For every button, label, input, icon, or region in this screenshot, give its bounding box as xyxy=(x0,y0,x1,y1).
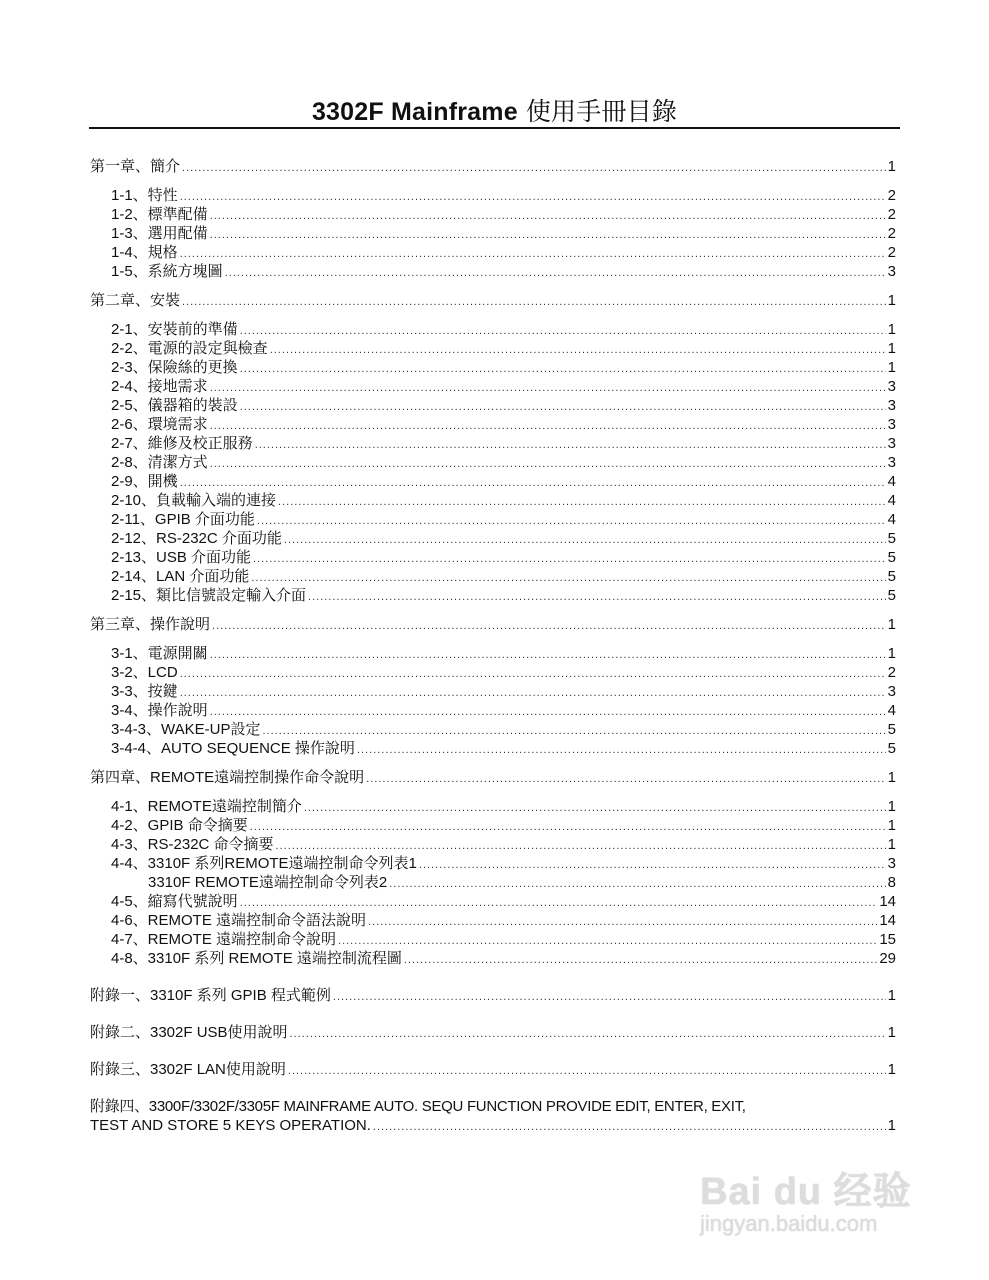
leader-dots xyxy=(288,1062,886,1081)
toc-item[interactable] xyxy=(90,548,896,567)
toc-label: 2-8、清潔方式 xyxy=(111,454,208,471)
leader-dots xyxy=(338,932,877,951)
toc-item[interactable] xyxy=(90,663,896,682)
toc-item[interactable] xyxy=(90,205,896,224)
document-title xyxy=(0,92,989,128)
toc-label: 3-1、電源開關 xyxy=(111,645,208,662)
title-subtitle: 使用手冊目錄 xyxy=(525,97,678,126)
toc-appendix-3[interactable] xyxy=(90,1060,896,1079)
toc-label: 3-3、按鍵 xyxy=(111,683,178,700)
toc-page: 4 xyxy=(887,473,896,490)
toc-page: 3 xyxy=(887,454,896,471)
toc-item[interactable] xyxy=(90,320,896,339)
toc-page: 29 xyxy=(879,950,896,967)
leader-dots xyxy=(180,245,886,264)
toc-label: 2-4、接地需求 xyxy=(111,378,208,395)
toc-item[interactable] xyxy=(90,930,896,949)
toc-appendix-2[interactable] xyxy=(90,1023,896,1042)
toc-appendix-4[interactable] xyxy=(90,1097,896,1135)
leader-dots xyxy=(180,474,886,493)
toc-item[interactable] xyxy=(90,243,896,262)
leader-dots xyxy=(182,159,886,178)
toc-item[interactable] xyxy=(90,415,896,434)
toc-page: 3 xyxy=(887,397,896,414)
toc-page: 2 xyxy=(887,187,896,204)
leader-dots xyxy=(389,875,885,894)
leader-dots xyxy=(210,646,886,665)
toc-label: 4-4、3310F 系列REMOTE遠端控制命令列表1 xyxy=(111,855,417,872)
toc-page: 1 xyxy=(887,645,896,662)
toc-page: 14 xyxy=(879,912,896,929)
leader-dots xyxy=(255,436,886,455)
toc-label: 4-6、REMOTE 遠端控制命令語法說明 xyxy=(111,912,367,929)
leader-dots xyxy=(210,226,886,245)
leader-dots xyxy=(262,722,885,741)
toc-label: 3-4、操作說明 xyxy=(111,702,208,719)
toc-page: 1 xyxy=(887,1024,896,1041)
toc-page: 3 xyxy=(887,263,896,280)
toc-label: 2-2、電源的設定與檢查 xyxy=(111,340,268,357)
table-of-contents xyxy=(90,157,896,1135)
toc-page: 1 xyxy=(887,1061,896,1078)
leader-dots xyxy=(366,770,885,789)
toc-page: 1 xyxy=(887,340,896,357)
leader-dots xyxy=(240,398,886,417)
toc-page: 1 xyxy=(887,1117,896,1134)
toc-page: 2 xyxy=(887,244,896,261)
toc-page: 1 xyxy=(887,769,896,786)
toc-label: 3-2、LCD xyxy=(111,664,178,681)
leader-dots xyxy=(180,684,886,703)
leader-dots xyxy=(278,493,886,512)
toc-item[interactable] xyxy=(90,586,896,605)
toc-label: 2-1、安裝前的準備 xyxy=(111,321,238,338)
toc-page: 4 xyxy=(887,511,896,528)
toc-label: 1-3、選用配備 xyxy=(111,225,208,242)
leader-dots xyxy=(290,1025,886,1044)
leader-dots xyxy=(210,207,886,226)
toc-label: 4-1、REMOTE遠端控制簡介 xyxy=(111,798,302,815)
leader-dots xyxy=(304,799,886,818)
toc-chapter-1[interactable] xyxy=(90,157,896,176)
leader-dots xyxy=(368,913,877,932)
toc-page: 3 xyxy=(887,416,896,433)
leader-dots xyxy=(250,818,886,837)
leader-dots xyxy=(225,264,886,283)
leader-dots xyxy=(333,988,886,1007)
leader-dots xyxy=(210,703,886,722)
toc-item[interactable] xyxy=(90,873,896,892)
toc-label: 附錄二、3302F USB使用說明 xyxy=(90,1024,288,1041)
toc-label: 第四章、REMOTE遠端控制操作命令說明 xyxy=(90,769,365,786)
toc-label: 4-2、GPIB 命令摘要 xyxy=(111,817,248,834)
toc-label: 3-4-4、AUTO SEQUENCE 操作說明 xyxy=(111,740,355,757)
toc-label: 附錄三、3302F LAN使用說明 xyxy=(90,1061,286,1078)
leader-dots xyxy=(404,951,877,970)
toc-label: 2-5、儀器箱的裝設 xyxy=(111,397,238,414)
toc-label: 2-15、類比信號設定輸入介面 xyxy=(111,587,307,604)
toc-item[interactable] xyxy=(90,816,896,835)
toc-label: 3-4-3、WAKE-UP設定 xyxy=(111,721,261,738)
toc-label: 4-8、3310F 系列 REMOTE 遠端控制流程圖 xyxy=(111,950,402,967)
baidu-jingyan-watermark xyxy=(700,1160,912,1237)
toc-page: 2 xyxy=(887,664,896,681)
toc-label: 2-7、維修及校正服務 xyxy=(111,435,253,452)
toc-page: 15 xyxy=(879,931,896,948)
toc-page: 1 xyxy=(887,798,896,815)
leader-dots xyxy=(240,360,886,379)
toc-item[interactable] xyxy=(90,434,896,453)
toc-item[interactable] xyxy=(90,529,896,548)
toc-item[interactable] xyxy=(90,453,896,472)
leader-dots xyxy=(270,341,886,360)
toc-page: 3 xyxy=(887,855,896,872)
toc-item[interactable] xyxy=(90,377,896,396)
toc-label: TEST AND STORE 5 KEYS OPERATION. xyxy=(90,1117,371,1134)
toc-item[interactable] xyxy=(90,701,896,720)
leader-dots xyxy=(180,188,886,207)
toc-label: 4-7、REMOTE 遠端控制命令說明 xyxy=(111,931,337,948)
toc-item[interactable] xyxy=(90,358,896,377)
toc-item[interactable] xyxy=(90,682,896,701)
leader-dots xyxy=(210,417,886,436)
toc-page: 5 xyxy=(887,740,896,757)
toc-label: 第二章、安裝 xyxy=(90,292,181,309)
toc-label: 第一章、簡介 xyxy=(90,158,181,175)
toc-label: 2-14、LAN 介面功能 xyxy=(111,568,250,585)
toc-page: 5 xyxy=(887,721,896,738)
toc-chapter-2[interactable] xyxy=(90,291,896,310)
toc-chapter-3[interactable] xyxy=(90,615,896,634)
leader-dots xyxy=(182,293,886,312)
leader-dots xyxy=(257,512,886,531)
toc-item[interactable] xyxy=(90,644,896,663)
leader-dots xyxy=(308,588,886,607)
leader-dots xyxy=(284,531,886,550)
toc-item[interactable] xyxy=(90,224,896,243)
toc-page: 5 xyxy=(887,587,896,604)
toc-page: 1 xyxy=(887,616,896,633)
toc-page: 3 xyxy=(887,435,896,452)
watermark-logo: Bai du 经验 xyxy=(700,1171,912,1213)
toc-label: 1-1、特性 xyxy=(111,187,178,204)
toc-label: 2-12、RS-232C 介面功能 xyxy=(111,530,282,547)
toc-label: 1-2、標準配備 xyxy=(111,206,208,223)
toc-page: 3 xyxy=(887,683,896,700)
toc-item[interactable] xyxy=(90,911,896,930)
toc-label: 2-13、USB 介面功能 xyxy=(111,549,252,566)
toc-page: 14 xyxy=(879,893,896,910)
toc-page: 2 xyxy=(887,206,896,223)
toc-appendix-1[interactable] xyxy=(90,986,896,1005)
leader-dots xyxy=(419,856,886,875)
toc-page: 5 xyxy=(887,549,896,566)
toc-item[interactable] xyxy=(90,797,896,816)
leader-dots xyxy=(357,741,886,760)
toc-page: 8 xyxy=(887,874,896,891)
toc-label: 第三章、操作說明 xyxy=(90,616,211,633)
toc-label: 2-10、負載輸入端的連接 xyxy=(111,492,277,509)
toc-page: 1 xyxy=(887,817,896,834)
leader-dots xyxy=(373,1118,886,1137)
toc-label: 1-4、規格 xyxy=(111,244,178,261)
toc-page: 1 xyxy=(887,836,896,853)
toc-item[interactable] xyxy=(90,949,896,968)
leader-dots xyxy=(180,665,886,684)
toc-page: 2 xyxy=(887,225,896,242)
toc-page: 1 xyxy=(887,359,896,376)
toc-page: 4 xyxy=(887,492,896,509)
toc-item[interactable] xyxy=(90,491,896,510)
toc-item[interactable] xyxy=(90,262,896,281)
toc-item[interactable] xyxy=(90,854,896,873)
leader-dots xyxy=(210,379,886,398)
toc-item[interactable] xyxy=(90,567,896,586)
toc-chapter-4[interactable] xyxy=(90,768,896,787)
toc-label: 2-9、開機 xyxy=(111,473,178,490)
leader-dots xyxy=(210,455,886,474)
toc-page: 4 xyxy=(887,702,896,719)
leader-dots xyxy=(212,617,886,636)
toc-page: 5 xyxy=(887,568,896,585)
toc-label: 2-11、GPIB 介面功能 xyxy=(111,511,255,528)
toc-item[interactable] xyxy=(90,720,896,739)
leader-dots xyxy=(251,569,885,588)
toc-page: 1 xyxy=(887,292,896,309)
toc-page: 5 xyxy=(887,530,896,547)
toc-item[interactable] xyxy=(90,835,896,854)
toc-page: 1 xyxy=(887,987,896,1004)
toc-label-continued xyxy=(90,1116,896,1135)
leader-dots xyxy=(240,322,886,341)
toc-label: 附錄四、3300F/3302F/3305F MAINFRAME AUTO. SEQU FUNCTION PROVIDE EDIT, ENTER, EXIT, xyxy=(90,1098,746,1115)
toc-label: 附錄一、3310F 系列 GPIB 程式範例 xyxy=(90,987,331,1004)
toc-page: 1 xyxy=(887,158,896,175)
toc-label: 4-5、縮寫代號說明 xyxy=(111,893,238,910)
toc-item[interactable] xyxy=(90,396,896,415)
toc-item[interactable] xyxy=(90,472,896,491)
toc-item[interactable] xyxy=(90,739,896,758)
toc-label: 1-5、系統方塊圖 xyxy=(111,263,223,280)
toc-label: 4-3、RS-232C 命令摘要 xyxy=(111,836,274,853)
toc-label: 2-3、保險絲的更換 xyxy=(111,359,238,376)
title-underline xyxy=(89,127,900,129)
toc-item[interactable] xyxy=(90,892,896,911)
toc-item[interactable] xyxy=(90,186,896,205)
title-model: 3302F Mainframe xyxy=(311,98,518,126)
toc-page: 3 xyxy=(887,378,896,395)
toc-label: 3310F REMOTE遠端控制命令列表2 xyxy=(148,874,388,891)
watermark-site: jingyan.baidu.com xyxy=(700,1211,878,1236)
toc-item[interactable] xyxy=(90,339,896,358)
toc-item[interactable] xyxy=(90,510,896,529)
toc-page: 1 xyxy=(887,321,896,338)
leader-dots xyxy=(253,550,886,569)
toc-label: 2-6、環境需求 xyxy=(111,416,208,433)
